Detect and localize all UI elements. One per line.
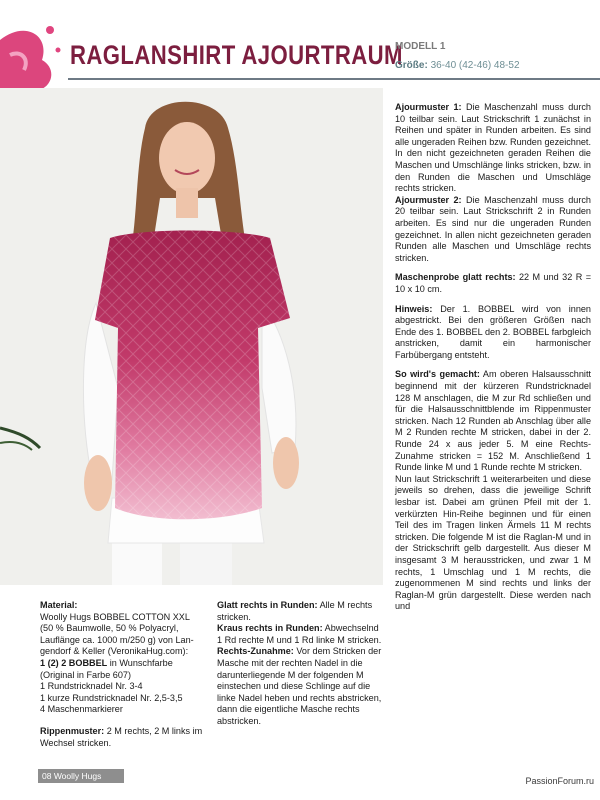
rib-text: 2 M rechts, 2 M links im Wechsel stricken. bbox=[40, 725, 203, 748]
instructions-column bbox=[395, 102, 591, 613]
page-title: RAGLANSHIRT AJOURTRAUM bbox=[70, 40, 403, 70]
ajour1-text: Die Maschenzahl muss durch 10 teilbar sein. Laut Strickschrift 1 zunächst in Reihen und später in Runden arbeiten. Es sind alle ungeraden Reihen bzw. Runden gezeichnet. In den nicht gezeichneten geraden Reihen die Maschen und Umschlänge links stricken, bzw. in den Runden die Maschen und Umschläge rechts stricken. bbox=[395, 102, 591, 194]
probe-heading: Maschenprobe glatt rechts: bbox=[395, 272, 516, 283]
bobbel-amount: 1 (2) 2 BOBBEL bbox=[40, 657, 108, 668]
probe-text: 22 M und 32 R = 10 x 10 cm. bbox=[395, 272, 592, 294]
hinweis-heading: Hinweis: bbox=[395, 303, 433, 314]
bobbel-line: 1 kurze Rundstricknadel Nr. 2,5-3,5 bbox=[40, 692, 183, 703]
zunahme-text: Vor dem Stricken der Masche mit der rechten Nadel in die darunterliegende M der folgenden M einstechen und diese Schlinge auf die linke Nadel heben und rechts abstricken, dann die eigentliche Masche rechts abstricken. bbox=[217, 646, 382, 726]
gemacht-heading: So wird's gemacht: bbox=[395, 369, 480, 380]
ajour2-text: Die Maschenzahl muss durch 20 teilbar sein. Laut Strickschrift 2 in Runden arbeiten. Es sind nur die ungeraden Runden gezeichnet. In allen nicht gezeichneten geraden Runden alle Maschen und Umschläge rechts stricken. bbox=[395, 194, 591, 263]
hinweis-text: Der 1. BOBBEL wird von innen abgestrickt. Bei den größeren Größen nach Ende des 1. BOBBEL den 2. BOBBEL farbgleich anstricken, damit ein harmonischer Farbübergang entsteht. bbox=[395, 303, 591, 360]
bobbel-line: 1 Rundstricknadel Nr. 3-4 bbox=[40, 681, 143, 692]
glatt-heading: Glatt rechts in Runden: bbox=[217, 600, 318, 610]
model-label: MODELL 1 bbox=[395, 41, 446, 52]
material-line: Lauflänge ca. 1000 m/250 g) von Lan- bbox=[40, 634, 194, 645]
material-line: Woolly Hugs BOBBEL COTTON XXL bbox=[40, 611, 190, 622]
ajour1-heading: Ajourmuster 1: bbox=[395, 102, 462, 112]
gemacht-text-continued: Nun laut Strickschrift 1 weiterarbeiten und diese jeweils so drehen, dass die jeweilige Schrift lesbar ist. Dabei am grünen Pfeil mit der 1. verkürzten Hin-Reihe beginnen und für einen Teil des im Tragen linken Ärmels 11 M rechts stricken. Die folgende M ist die Raglan-M und in der Strickschrift gelb dargestellt. Aus dieser M insgesamt 3 M herausstricken, und zwar 1 M rechts, 1 Umschlag und 1 M rechts, die zugenommenen M sind rechts und links der Raglan-M grün dargestellt. Diese werden nach und bbox=[395, 473, 591, 612]
header-rule bbox=[68, 78, 600, 80]
material-line: (50 % Baumwolle, 50 % Polyacryl, bbox=[40, 623, 179, 634]
page-footer-label: 08 Woolly Hugs bbox=[38, 769, 124, 783]
kraus-text: Abwechselnd 1 Rd rechte M und 1 Rd linke M stricken. bbox=[217, 623, 382, 645]
model-photo bbox=[0, 88, 383, 585]
kraus-heading: Kraus rechts in Runden: bbox=[217, 623, 323, 634]
bobbel-line: 4 Maschenmarkierer bbox=[40, 704, 123, 715]
gemacht-text: Am oberen Halsausschnitt beginnend mit der kürzeren Rundstricknadel 128 M anschlagen, die M zur Rd schließen und für die Halsausschnittblende im Rippenmuster stricken. Nach 12 Runden ab Anschlag über alle M 2 Runden rechte M stricken, dabei in der 2. Runde 24 x aus jeder 5. M eine Rechts-Zunahme stricken = 152 M. Anschließend 1 Runde linke M und 1 Runde rechte M stricken. bbox=[395, 369, 591, 473]
size-line bbox=[395, 60, 520, 71]
material-heading: Material: bbox=[40, 600, 78, 610]
size-value: 36-40 (42-46) 48-52 bbox=[430, 60, 520, 71]
rib-heading: Rippenmuster: bbox=[40, 725, 105, 736]
materials-column bbox=[40, 600, 210, 757]
watermark: PassionForum.ru bbox=[525, 776, 594, 786]
size-label: Größe: bbox=[395, 60, 428, 71]
ajour2-heading: Ajourmuster 2: bbox=[395, 194, 462, 205]
bobbel-color: in Wunschfarbe bbox=[107, 657, 173, 668]
zunahme-heading: Rechts-Zunahme: bbox=[217, 646, 294, 657]
technique-column bbox=[217, 600, 384, 728]
material-line: gendorf & Keller (VeronikaHug.com): bbox=[40, 646, 189, 657]
glatt-text: Alle M rechts stricken. bbox=[217, 600, 373, 622]
bobbel-line: (Original in Farbe 607) bbox=[40, 669, 131, 680]
